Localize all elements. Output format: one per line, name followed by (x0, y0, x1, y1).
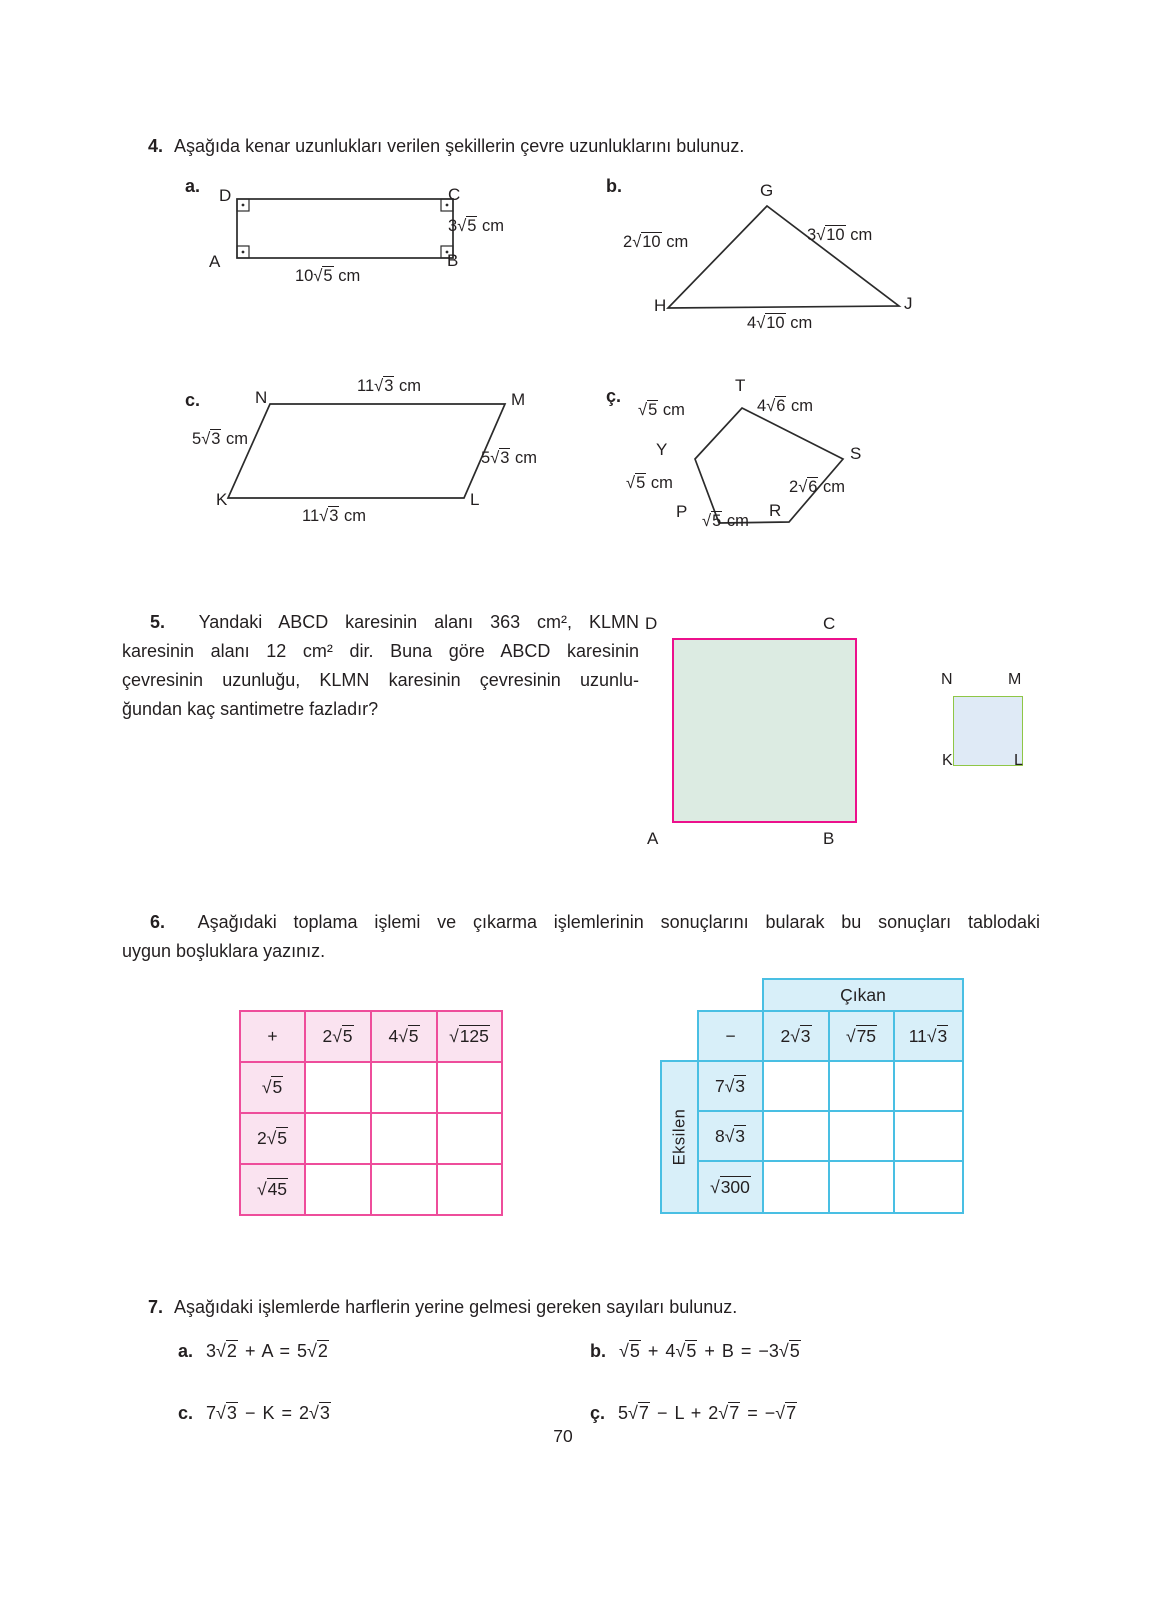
add-table-answer-cell (305, 1113, 371, 1164)
equation-a-label: a. (178, 1341, 194, 1361)
question-5-number: 5. (150, 612, 166, 632)
vertex-S: S (850, 444, 862, 463)
sub-table-top-label: Çıkan (763, 979, 963, 1011)
vertex-H: H (654, 296, 667, 315)
question-7-heading (148, 1297, 737, 1318)
big-square-vertex-A: A (647, 829, 659, 848)
add-table-answer-cell (437, 1164, 502, 1215)
question-4-number: 4. (148, 136, 164, 156)
page-number: 70 (553, 1426, 573, 1446)
vertex-G: G (760, 181, 774, 200)
figure-triangle-ghj (585, 175, 935, 340)
add-table-col-header: 2√5 (305, 1011, 371, 1062)
question-5-paragraph (122, 608, 639, 724)
add-table-row-header: 2√5 (240, 1113, 305, 1164)
question-5-line-4: ğundan kaç santimetre fazladır? (122, 699, 379, 719)
sub-table-col-header: √75 (829, 1011, 894, 1061)
sub-table-answer-cell (829, 1061, 894, 1111)
vertex-M: M (511, 390, 526, 409)
sub-table-row-header: 7√3 (698, 1061, 763, 1111)
figure-rectangle-abcd (205, 183, 515, 293)
side-length-nk: 5√3 cm (192, 430, 249, 448)
sub-table-operator: − (698, 1011, 763, 1061)
figure-parallelogram-klmn (180, 375, 590, 535)
add-table-answer-cell (371, 1164, 437, 1215)
sub-table-answer-cell (894, 1161, 963, 1213)
abcd-square (672, 638, 857, 823)
equation-b-expression: √5 + 4√5 + B = −3√5 (619, 1341, 800, 1361)
sub-table-answer-cell (894, 1111, 963, 1161)
item-b-label: b. (606, 176, 622, 196)
sub-table-answer-cell (763, 1111, 829, 1161)
vertex-P: P (676, 502, 688, 521)
item-c-label: c. (185, 390, 201, 410)
question-5-line-3: çevresinin uzunluğu, KLMN karesinin çevresinin uzunlu- (122, 670, 639, 690)
vertex-K: K (216, 490, 228, 509)
sub-table-spacer (661, 1011, 698, 1061)
add-table-answer-cell (371, 1062, 437, 1113)
vertex-B: B (447, 251, 459, 270)
side-length-bc: 3√5 cm (448, 217, 505, 235)
add-table-answer-cell (305, 1164, 371, 1215)
equation-a-expression: 3√2 + A = 5√2 (206, 1341, 328, 1361)
vertex-D: D (219, 186, 232, 205)
subtraction-table (660, 978, 964, 1214)
equation-cc-label: ç. (590, 1403, 606, 1423)
equation-c-expression: 7√3 − K = 2√3 (206, 1403, 330, 1423)
vertex-C: C (448, 185, 461, 204)
side-length-hj: 4√10 cm (747, 314, 813, 332)
question-5-line-1: 5. Yandaki ABCD karesinin alanı 363 cm², KLMN (150, 612, 639, 632)
question-4-heading (148, 136, 744, 157)
sub-table-spacer (661, 979, 763, 1011)
small-square-vertex-K: K (942, 752, 953, 769)
sub-table-col-header: 2√3 (763, 1011, 829, 1061)
add-table-answer-cell (371, 1113, 437, 1164)
addition-table (239, 1010, 503, 1216)
vertex-J: J (904, 294, 913, 313)
sub-table-answer-cell (829, 1111, 894, 1161)
big-square-vertex-B: B (823, 829, 835, 848)
small-square-vertex-N: N (941, 671, 953, 688)
side-length-ts: 4√6 cm (757, 397, 814, 415)
add-table-col-header: 4√5 (371, 1011, 437, 1062)
equation-c (178, 1403, 331, 1424)
side-length-kl: 11√3 cm (302, 507, 366, 525)
vertex-L: L (470, 490, 480, 509)
small-square-vertex-M: M (1008, 671, 1022, 688)
sub-table-row-header: √300 (698, 1161, 763, 1213)
equation-c-label: c. (178, 1403, 194, 1423)
sub-table-col-header: 11√3 (894, 1011, 963, 1061)
question-5-line-2: karesinin alanı 12 cm² dir. Buna göre ABCD karesinin (122, 641, 639, 661)
side-length-pr: √5 cm (702, 512, 749, 530)
side-length-ty: √5 cm (638, 401, 685, 419)
equation-a (178, 1341, 329, 1362)
big-square-vertex-D: D (645, 614, 658, 633)
side-length-ml: 5√3 cm (481, 449, 538, 467)
equation-cc (590, 1403, 797, 1424)
question-6-line-2: uygun boşluklara yazınız. (122, 941, 326, 961)
add-table-operator: + (240, 1011, 305, 1062)
equation-b (590, 1341, 801, 1362)
side-length-yp: √5 cm (626, 474, 673, 492)
equation-cc-expression: 5√7 − L + 2√7 = −√7 (618, 1403, 797, 1423)
sub-table-row-header: 8√3 (698, 1111, 763, 1161)
side-length-gh: 2√10 cm (623, 233, 689, 251)
question-4-text: Aşağıda kenar uzunlukları verilen şekillerin çevre uzunluklarını bulunuz. (174, 136, 745, 156)
item-cc-label: ç. (606, 386, 622, 406)
equation-b-label: b. (590, 1341, 606, 1361)
vertex-N: N (255, 388, 268, 407)
vertex-A: A (209, 252, 221, 271)
question-7-text: Aşağıdaki işlemlerde harflerin yerine gelmesi gereken sayıları bulunuz. (174, 1297, 738, 1317)
side-length-nm: 11√3 cm (357, 377, 421, 395)
question-7-number: 7. (148, 1297, 164, 1317)
pentagon-drawing (585, 372, 925, 542)
vertex-R: R (769, 501, 782, 520)
sub-table-answer-cell (894, 1061, 963, 1111)
figure-pentagon-tyspr (585, 372, 925, 542)
vertex-T: T (735, 376, 746, 395)
sub-table-side-label-cell (661, 1061, 698, 1213)
question-6-number: 6. (150, 912, 166, 932)
small-square-vertex-L: L (1014, 752, 1023, 769)
vertex-Y: Y (656, 440, 668, 459)
side-length-sr: 2√6 cm (789, 478, 846, 496)
sub-table-side-label: Eksilen (670, 1108, 688, 1166)
big-square-vertex-C: C (823, 614, 836, 633)
add-table-row-header: √45 (240, 1164, 305, 1215)
sub-table-answer-cell (829, 1161, 894, 1213)
question-6-paragraph (122, 908, 1040, 966)
add-table-col-header: √125 (437, 1011, 502, 1062)
add-table-row-header: √5 (240, 1062, 305, 1113)
side-length-ab: 10√5 cm (295, 267, 361, 285)
add-table-answer-cell (305, 1062, 371, 1113)
question-6-line-1: 6. Aşağıdaki toplama işlemi ve çıkarma işlemlerinin sonuçlarını bularak bu sonuçları tablodaki (150, 912, 1041, 932)
add-table-answer-cell (437, 1062, 502, 1113)
add-table-answer-cell (437, 1113, 502, 1164)
sub-table-answer-cell (763, 1061, 829, 1111)
sub-table-answer-cell (763, 1161, 829, 1213)
item-a-label: a. (185, 176, 201, 196)
side-length-gj: 3√10 cm (807, 226, 873, 244)
klmn-square (953, 696, 1023, 766)
